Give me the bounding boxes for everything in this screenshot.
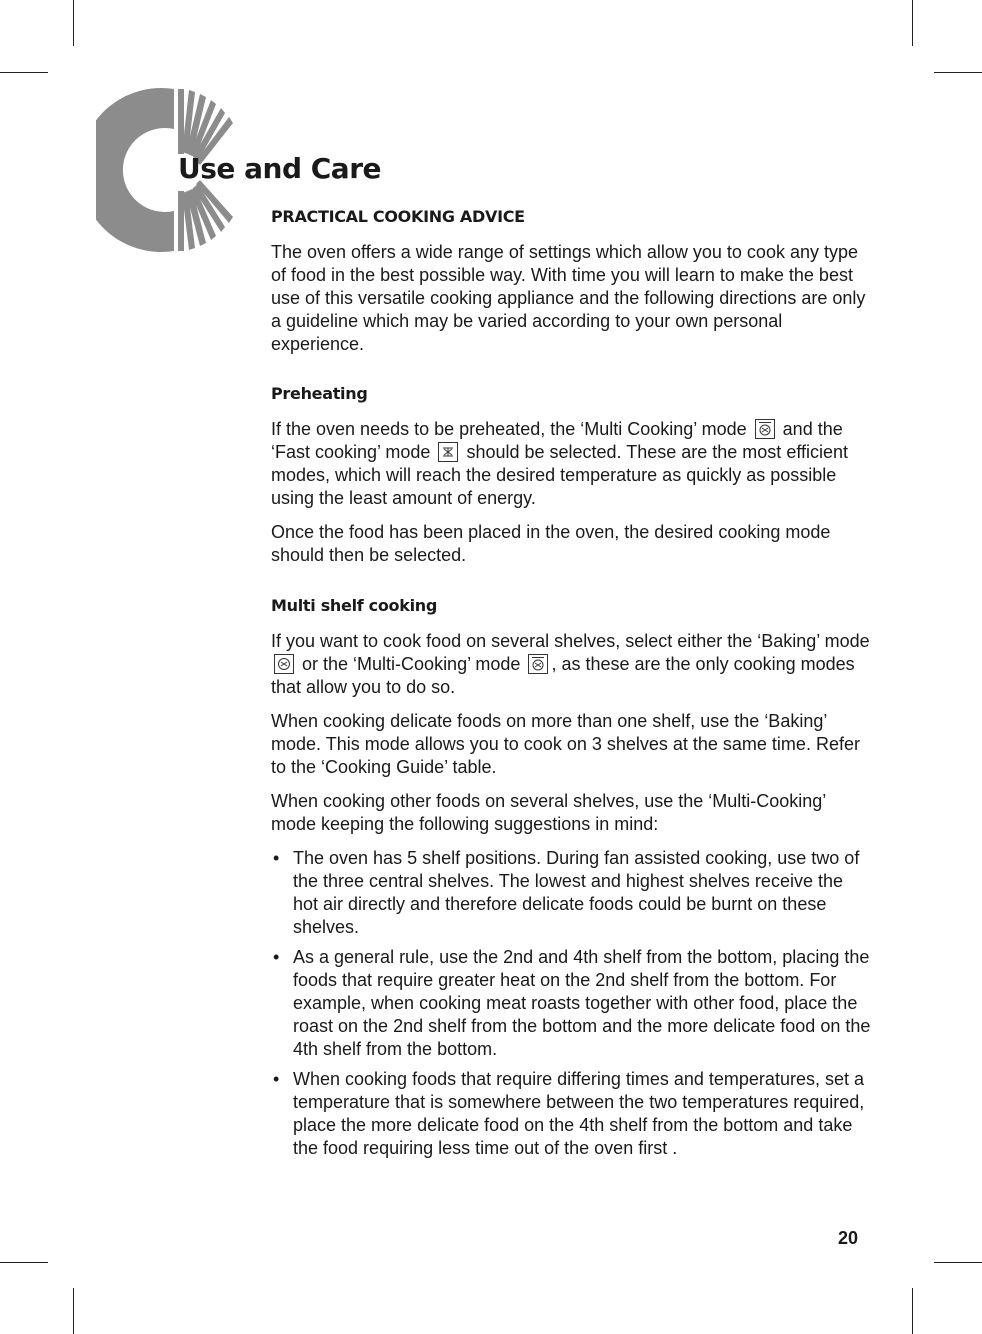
list-item-text: As a general rule, use the 2nd and 4th shelf from the bottom, placing the foods that require greater heat on the 2nd shelf from the bottom. For example, when cooking meat roasts together with other food, place the roast on the 2nd shelf from the bottom and the more delicate food on the 4th shelf from the bottom. <box>293 947 871 1059</box>
list-item-text: When cooking foods that require differing times and temperatures, set a temperature that is somewhere between the two temperatures required, place the more delicate food on the 4th shelf from the bottom and take the food requiring less time out of the oven first . <box>293 1069 865 1158</box>
multi-shelf-paragraph-3: When cooking other foods on several shelves, use the ‘Multi-Cooking’ mode keeping the following suggestions in mind: <box>271 791 826 834</box>
list-item-text: The oven has 5 shelf positions. During fan assisted cooking, use two of the three central shelves. The lowest and highest shelves receive the hot air directly and therefore delicate foods could be burnt on these shelves. <box>293 848 860 937</box>
bullet-icon: • <box>273 947 280 967</box>
preheating-heading: Preheating <box>271 384 368 403</box>
oven-fan-icon <box>274 654 294 674</box>
text-fragment: , as these are the only cooking modes that allow you to do so. <box>271 654 855 697</box>
multi-shelf-heading: Multi shelf cooking <box>271 596 438 615</box>
page-heading: PRACTICAL COOKING ADVICE <box>271 207 525 226</box>
preheating-paragraph-2: Once the food has been placed in the oven, the desired cooking mode should then be selected. <box>271 522 831 565</box>
list-item <box>271 946 871 1061</box>
preheating-paragraph <box>271 418 871 510</box>
oven-fan-heating-icon <box>528 654 548 674</box>
multi-shelf-paragraph <box>271 630 871 699</box>
suggestions-list <box>271 847 871 1160</box>
multi-shelf-paragraph-2: When cooking delicate foods on more than one shelf, use the ‘Baking’ mode. This mode allows you to cook on 3 shelves at the same time. Refer to the ‘Cooking Guide’ table. <box>271 711 860 777</box>
oven-fan-heating-icon <box>755 419 775 439</box>
section-title: Use and Care <box>178 152 382 185</box>
bullet-icon: • <box>273 848 280 868</box>
oven-fast-cooking-icon <box>438 442 458 462</box>
list-item <box>271 847 871 939</box>
text-fragment: should be selected. These are the most efficient modes, which will reach the desired temperature as quickly as possible using the least amount of energy. <box>271 442 849 508</box>
crop-mark <box>934 72 982 73</box>
crop-mark <box>73 1288 74 1334</box>
crop-mark <box>0 72 48 73</box>
page-number: 20 <box>837 1228 858 1248</box>
crop-mark <box>912 1288 913 1334</box>
crop-mark <box>73 0 74 46</box>
crop-mark <box>912 0 913 46</box>
crop-mark <box>934 1262 982 1263</box>
text-fragment: If the oven needs to be preheated, the ‘Multi Cooking’ mode <box>271 419 747 439</box>
crop-mark <box>0 1262 48 1263</box>
intro-paragraph: The oven offers a wide range of settings which allow you to cook any type of food in the best possible way. With time you will learn to make the best use of this versatile cooking appliance and the following directions are only a guideline which may be varied according to your own personal experience. <box>271 242 866 354</box>
text-fragment: and the ‘Fast cooking’ mode <box>271 419 843 462</box>
text-fragment: If you want to cook food on several shelves, select either the ‘Baking’ mode <box>271 631 870 651</box>
main-content <box>271 206 871 1160</box>
list-item <box>271 1068 871 1160</box>
bullet-icon: • <box>273 1069 280 1089</box>
text-fragment: or the ‘Multi-Cooking’ mode <box>302 654 521 674</box>
